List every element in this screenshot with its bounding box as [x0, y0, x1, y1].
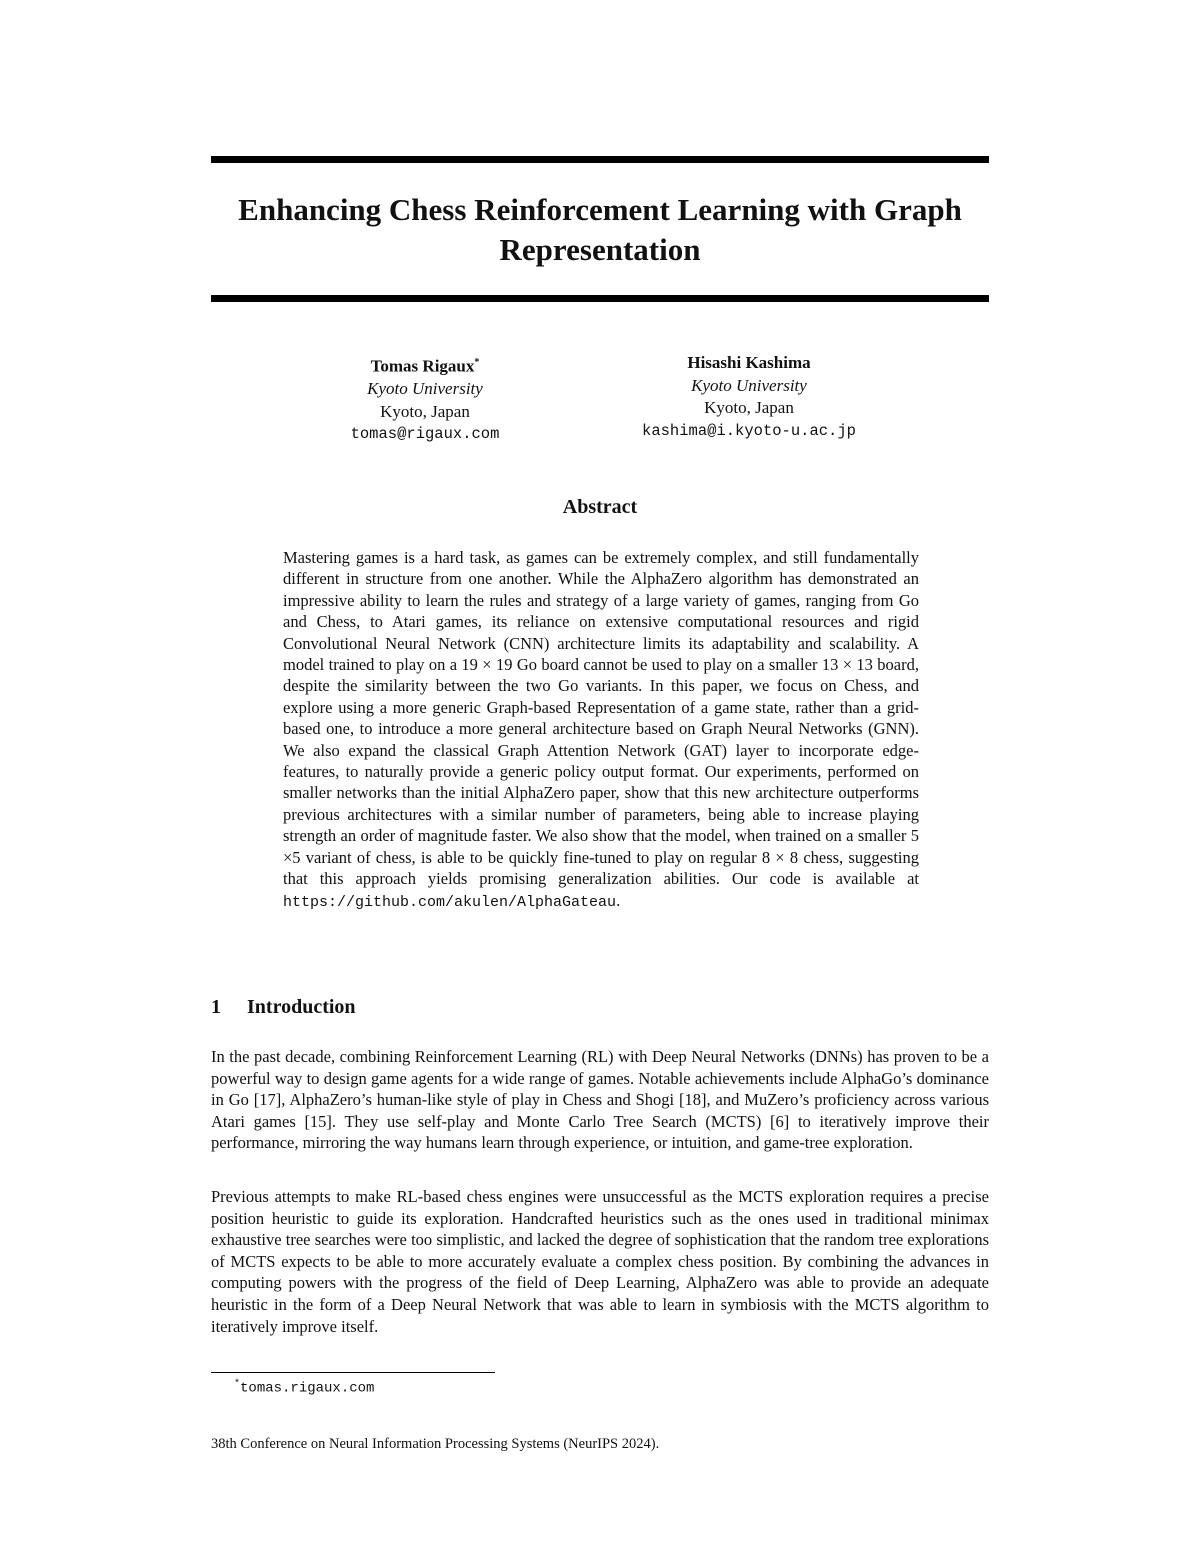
code-link[interactable]: https://github.com/akulen/AlphaGateau — [283, 893, 617, 911]
conference-note: 38th Conference on Neural Information Processing Systems (NeurIPS 2024). — [211, 1436, 660, 1452]
footnote-text: tomas.rigaux.com — [240, 1380, 375, 1397]
title-top-rule — [211, 156, 989, 163]
author-location: Kyoto, Japan — [704, 398, 794, 417]
footnote — [234, 1379, 374, 1397]
intro-paragraph-1: In the past decade, combining Reinforcement Learning (RL) with Deep Neural Networks (DNNs) has proven to be a powerful way to design game agents for a wide range of games. Notable achievements include AlphaGo’s dominance in Go [17], AlphaZero’s human-like style of play in Chess and Shogi [18], and MuZero’s proficiency across various Atari games [15]. They use self-play and Monte Carlo Tree Search (MCTS) [6] to iteratively improve their performance, mirroring the way humans learn through experience, or intuition, and game-tree exploration. — [211, 1047, 989, 1153]
abstract-text: Mastering games is a hard task, as games can be extremely complex, and still fundamentally different in structure from one another. While the AlphaZero algorithm has demonstrated an impressive ability to learn the rules and strategy of a large variety of games, ranging from Go and Chess, to Atari games, its reliance on extensive computational resources and rigid Convolutional Neural Network (CNN) architecture limits its adaptability and scalability. A model trained to play on a 19 × 19 Go board cannot be used to play on a smaller 13 × 13 board, despite the similarity between the two Go variants. In this paper, we focus on Chess, and explore using a more generic Graph-based Representation of a game state, rather than a grid-based one, to introduce a more general architecture based on Graph Neural Networks (GNN). We also expand the classical Graph Attention Network (GAT) layer to incorporate edge-features, to naturally provide a generic policy output format. Our experiments, performed on smaller networks than the initial AlphaZero paper, show that this new architecture outperforms previous architectures with a similar number of parameters, being able to increase playing strength an order of magnitude faster. We also show that the model, when trained on a smaller 5 ×5 variant of chess, is able to be quickly fine-tuned to play on regular 8 × 8 chess, suggesting that this approach yields promising generalization abilities. Our code is available at — [283, 548, 919, 889]
author-email[interactable]: tomas@rigaux.com — [350, 425, 500, 444]
author-block-1 — [265, 352, 585, 446]
title-bottom-rule — [211, 295, 989, 302]
footnote-rule — [211, 1372, 495, 1373]
abstract-body: Mastering games is a hard task, as games can be extremely complex, and still fundamentally different in structure from one another. While the AlphaZero algorithm has demonstrated an impressive ability to learn the rules and strategy of a large variety of games, ranging from Go and Chess, to Atari games, its reliance on extensive computational resources and rigid Convolutional Neural Network (CNN) architecture limits its adaptability and scalability. A model trained to play on a 19 × 19 Go board cannot be used to play on a smaller 13 × 13 board, despite the similarity between the two Go variants. In this paper, we focus on Chess, and explore using a more generic Graph-based Representation of a game state, rather than a grid-based one, to introduce a more general architecture based on Graph Neural Networks (GNN). We also expand the classical Graph Attention Network (GAT) layer to incorporate edge-features, to naturally provide a generic policy output format. Our experiments, performed on smaller networks than the initial AlphaZero paper, show that this new architecture outperforms previous architectures with a similar number of parameters, being able to increase playing strength an order of magnitude faster. We also show that the model, when trained on a smaller 5 ×5 variant of chess, is able to be quickly fine-tuned to play on regular 8 × 8 chess, suggesting that this approach yields promising generalization abilities. Our code is available at https://github.com/akulen/AlphaGateau. — [283, 548, 919, 911]
author-block-2 — [589, 352, 909, 442]
paper-title: Enhancing Chess Reinforcement Learning with Graph Representation — [238, 192, 962, 267]
author-affiliation: Kyoto University — [367, 379, 483, 399]
author-name: Tomas Rigaux* — [370, 356, 480, 376]
intro-paragraph-2: Previous attempts to make RL-based chess engines were unsuccessful as the MCTS exploration requires a precise position heuristic to guide its exploration. Handcrafted heuristics such as the ones used in traditional minimax exhaustive tree searches were too simplistic, and lacked the degree of sophistication that the random tree explorations of MCTS expects to be able to more accurately evaluate a complex chess position. By combining the advances in computing powers with the progress of the field of Deep Learning, AlphaZero was able to provide an adequate heuristic in the form of a Deep Neural Network that was able to learn in symbiosis with the MCTS algorithm to iteratively improve itself. — [211, 1187, 989, 1336]
section-number: 1 — [211, 996, 221, 1018]
abstract-heading: Abstract — [562, 496, 638, 518]
section-title: Introduction — [247, 996, 356, 1018]
author-name: Hisashi Kashima — [687, 353, 811, 372]
section-heading — [211, 996, 356, 1019]
author-email[interactable]: kashima@i.kyoto-u.ac.jp — [642, 421, 856, 440]
author-affiliation: Kyoto University — [691, 375, 807, 395]
footnote-mark: * — [234, 1379, 241, 1390]
author-location: Kyoto, Japan — [380, 401, 470, 421]
